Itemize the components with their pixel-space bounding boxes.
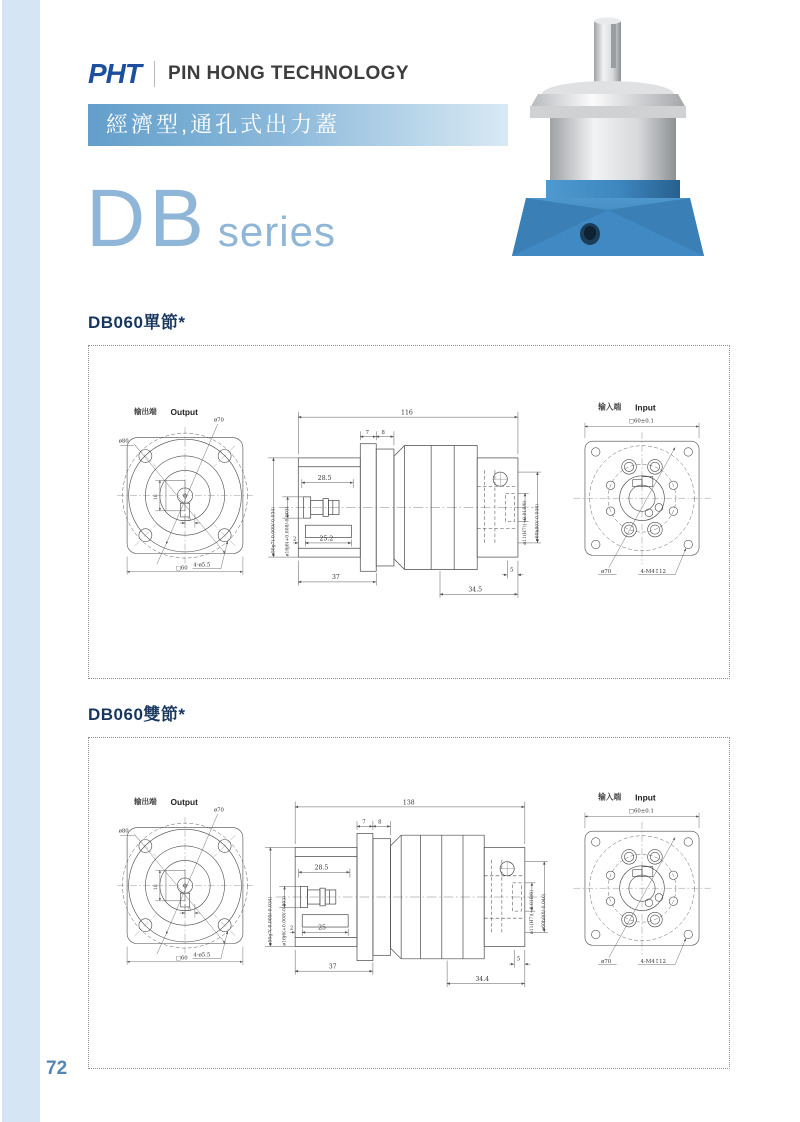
dim-mount-holes: 4-M4↧12 [640, 958, 666, 965]
input-label-en: Input [635, 402, 656, 413]
dim-key-offset: 5 [188, 907, 191, 913]
dim-front-length: 37 [328, 963, 337, 971]
page-number: 72 [46, 1058, 68, 1079]
input-view-drawing-1 [561, 398, 723, 583]
dim-key-start: 2 [289, 925, 294, 932]
blue-base [512, 198, 704, 256]
drawing-box-single [88, 345, 730, 679]
dim-outer-dia: ø80 [118, 828, 129, 835]
dim-key-offset: 5 [188, 517, 191, 523]
dim-hub-height: 18 [153, 884, 159, 891]
series-heading [86, 173, 336, 264]
output-label-zh: 输出端 [133, 407, 157, 417]
dim-key-start: 2 [292, 536, 297, 543]
dim-outer-dia: ø80 [118, 438, 129, 445]
dim-total-length: 116 [401, 409, 413, 417]
left-edge-strip [2, 0, 40, 1122]
dim-pilot-dia: ø70 [213, 417, 224, 424]
dim-shaft-tip-dia: ø16j6(+0.008/-0.003) [282, 896, 288, 946]
gearbox-body [546, 118, 680, 203]
dim-square: □60 [175, 565, 188, 572]
dim-front-length: 37 [331, 574, 340, 582]
banner-title: 經濟型,通孔式出力蓋 [106, 112, 341, 137]
dim-rear-step: 5 [516, 956, 521, 963]
dim-input-pilot: ø70 [601, 568, 612, 575]
input-label-en: Input [635, 792, 656, 803]
dim-pilot-dia-side: ø60h8(0/-0.046) [535, 503, 541, 542]
side-view-drawing-2 [251, 791, 569, 1003]
dim-rear-step: 5 [509, 567, 514, 574]
dim-shaft-dia: ø50g7(-0.009/-0.034) [268, 896, 274, 946]
header [88, 58, 409, 90]
dim-input-square: □60±0.1 [628, 418, 654, 425]
dim-key-length: 25.2 [319, 535, 334, 543]
output-label-en: Output [170, 796, 198, 807]
dim-shaft-dia: ø50g7(-0.009/-0.034) [271, 506, 277, 556]
dim-flange-width: 7 [365, 429, 369, 436]
dim-input-bore: ø11(H7)(+0.018/0) [529, 890, 535, 935]
input-label-zh: 输入端 [598, 792, 622, 802]
output-label-en: Output [170, 406, 198, 417]
drawing-box-double [88, 737, 730, 1069]
dim-pilot-dia: ø70 [213, 807, 224, 814]
dim-input-pilot: ø70 [601, 958, 612, 965]
product-image [498, 12, 718, 264]
output-view-drawing-2 [105, 788, 265, 971]
flange [530, 81, 686, 118]
dim-corner-holes: 4-ø5.5 [193, 952, 211, 959]
dim-shaft-tip-dia: ø16j6(+0.008/-0.003) [285, 506, 291, 557]
company-name: PIN HONG TECHNOLOGY [168, 63, 409, 84]
dim-pilot-dia-side: ø60h8(0/-0.046) [542, 893, 548, 931]
gearbox-render-graphic [498, 12, 718, 264]
banner [88, 104, 508, 146]
section-title-single: DB060單節* [88, 313, 186, 332]
dim-rear-length: 34.4 [475, 975, 490, 983]
output-label-zh: 输出端 [133, 797, 157, 807]
dim-rear-length: 34.5 [468, 586, 483, 594]
output-shaft [594, 18, 621, 93]
logo-divider [154, 61, 155, 87]
dim-mount-holes: 4-M4↧12 [640, 568, 666, 575]
dim-step-width: 8 [378, 819, 382, 826]
dim-shaft-length: 28.5 [317, 475, 332, 483]
dim-key-length: 25 [318, 924, 326, 932]
pht-logo: PHT [88, 58, 141, 89]
dim-step-width: 8 [381, 429, 385, 436]
dim-corner-holes: 4-ø5.5 [193, 562, 211, 569]
dim-flange-width: 7 [362, 819, 366, 826]
series-name: DB [86, 173, 208, 264]
dim-input-square: □60±0.1 [628, 808, 654, 815]
section-title-double: DB060雙節* [88, 705, 186, 724]
side-view-drawing-1 [254, 401, 564, 614]
dim-total-length: 138 [402, 799, 415, 807]
series-suffix: series [217, 208, 336, 255]
dim-shaft-length: 28.5 [314, 864, 329, 872]
output-view-drawing-1 [105, 398, 265, 581]
input-label-zh: 输入端 [598, 402, 622, 412]
dim-input-bore: ø11(H7)(+0.018/0) [522, 500, 528, 545]
dim-hub-height: 18 [153, 494, 159, 501]
dim-square: □60 [175, 955, 188, 962]
input-view-drawing-2 [561, 788, 723, 973]
